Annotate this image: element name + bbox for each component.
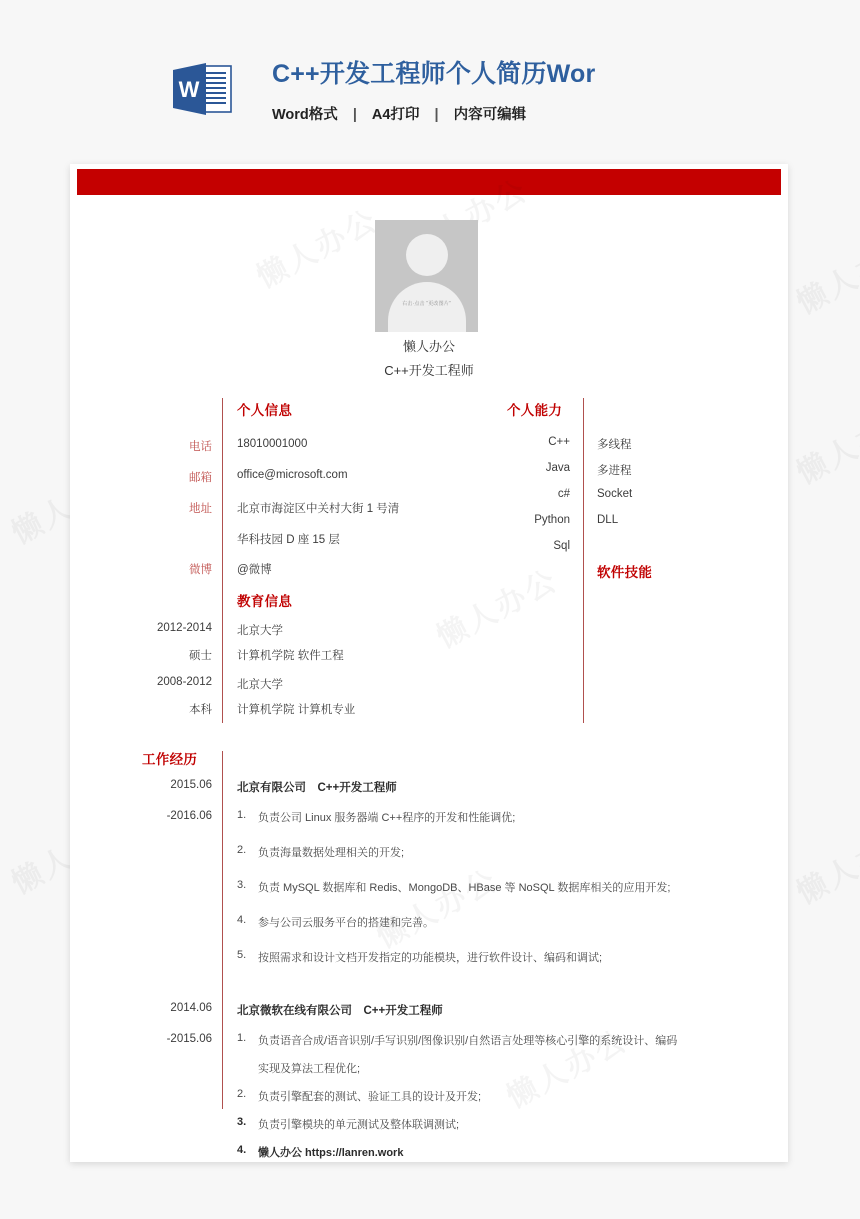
work-date-end-2: -2015.06: [166, 1033, 212, 1045]
work-bullet-number: 3.: [237, 879, 247, 891]
ability-topic-2: 多进程: [597, 465, 632, 477]
education-year-1: 2012-2014: [157, 622, 212, 634]
work-bullet-number: 4.: [237, 1144, 247, 1156]
watermark: [787, 222, 860, 323]
info-value-address-line2: 华科技园 D 座 15 层: [237, 534, 340, 546]
page-header: [0, 0, 860, 160]
work-bullet-2-1-cont: 实现及算法工程优化;: [258, 1063, 361, 1075]
ability-language-1: C++: [548, 436, 570, 448]
work-bullet-1-5: 按照需求和设计文档开发指定的功能模块，进行软件设计、编码和调试;: [258, 952, 603, 964]
ability-topic-3: Socket: [597, 488, 633, 500]
work-date-start-2: 2014.06: [170, 1002, 212, 1014]
work-bullet-2-1: 负责语音合成/语音识别/手写识别/图像识别/自然语言处理等核心引擎的系统设计、编码: [258, 1035, 678, 1047]
divider-info-column: [222, 398, 223, 723]
page-title: C++开发工程师个人简历Wor: [272, 60, 596, 88]
watermark: [787, 392, 860, 493]
work-bullet-number: 2.: [237, 1088, 247, 1100]
header-meta: [272, 103, 595, 124]
divider-skill-column: [583, 398, 584, 723]
work-bullet-number: 1.: [237, 809, 247, 821]
work-bullet-1-3: 负责 MySQL 数据库和 Redis、MongoDB、HBase 等 NoSQL 数据库相关的应用开发;: [258, 882, 671, 894]
avatar-placeholder[interactable]: [375, 220, 478, 332]
meta-separator-2: |: [434, 107, 439, 123]
meta-separator-1: |: [352, 107, 357, 123]
work-date-start-1: 2015.06: [170, 779, 212, 791]
work-title-2: 北京微软在线有限公司 C++开发工程师: [237, 1005, 443, 1017]
work-bullet-2-4: 懒人办公 https://lanren.work: [258, 1147, 404, 1159]
education-major-1: 计算机学院 软件工程: [237, 650, 344, 662]
ability-topic-1: 多线程: [597, 439, 632, 451]
work-bullet-2-3: 负责引擎模块的单元测试及整体联调测试;: [258, 1119, 460, 1131]
avatar-hint-text: 右击·点击 “更改图片”: [402, 301, 451, 307]
info-value-address-line1: 北京市海淀区中关村大街 1 号清: [237, 503, 400, 515]
candidate-role: C++开发工程师: [384, 363, 474, 378]
watermark: [497, 1016, 634, 1117]
header-meta-format: Word格式: [272, 107, 338, 123]
work-bullet-2-2: 负责引擎配套的测试、验证工具的设计及开发;: [258, 1091, 482, 1103]
info-value-phone: 18010001000: [237, 438, 308, 450]
svg-text:W: W: [178, 77, 200, 102]
word-document-icon: [170, 60, 234, 118]
divider-work-column: [222, 751, 223, 1109]
ability-language-3: c#: [557, 488, 570, 500]
watermark: [247, 196, 384, 297]
work-bullet-number: 3.: [237, 1116, 247, 1128]
section-heading-education: 教育信息: [237, 594, 293, 609]
ability-language-2: Java: [545, 462, 570, 474]
work-bullet-1-4: 参与公司云服务平台的搭建和完善。: [258, 917, 434, 929]
work-date-end-1: -2016.06: [166, 810, 212, 822]
section-heading-personal-info: 个人信息: [237, 403, 293, 418]
section-heading-software-skills: 软件技能: [597, 565, 653, 580]
watermark: [427, 556, 564, 657]
candidate-name: 懒人办公: [402, 339, 455, 354]
resume-document: [70, 164, 788, 1162]
education-school-2: 北京大学: [237, 679, 283, 691]
education-degree-2: 本科: [189, 704, 212, 716]
education-major-2: 计算机学院 计算机专业: [237, 704, 356, 716]
section-heading-abilities: 个人能力: [507, 403, 563, 418]
education-degree-1: 硕士: [189, 650, 212, 662]
education-year-2: 2008-2012: [157, 676, 212, 688]
header-meta-print: A4打印: [371, 107, 420, 123]
work-bullet-number: 2.: [237, 844, 247, 856]
ability-language-5: Sql: [553, 540, 570, 552]
info-label-email: 邮箱: [189, 472, 212, 484]
ability-language-4: Python: [534, 514, 570, 526]
watermark: [367, 856, 504, 957]
avatar-body-icon: [388, 282, 466, 332]
work-title-1: 北京有限公司 C++开发工程师: [237, 782, 397, 794]
info-label-weibo: 微博: [189, 564, 212, 576]
avatar-head-icon: [406, 234, 448, 276]
document-top-banner: [77, 169, 781, 195]
info-label-address: 地址: [189, 503, 212, 515]
section-heading-work: 工作经历: [142, 752, 198, 767]
watermark: [787, 812, 860, 913]
info-label-phone: 电话: [189, 441, 212, 453]
header-text-group: [272, 57, 595, 124]
work-bullet-number: 5.: [237, 949, 247, 961]
info-value-email: office@microsoft.com: [237, 469, 348, 481]
work-bullet-number: 4.: [237, 914, 247, 926]
work-bullet-number: 1.: [237, 1032, 247, 1044]
info-value-weibo: @微博: [237, 564, 272, 576]
header-meta-editable: 内容可编辑: [453, 107, 527, 123]
work-bullet-1-1: 负责公司 Linux 服务器端 C++程序的开发和性能调优;: [258, 812, 516, 824]
education-school-1: 北京大学: [237, 625, 283, 637]
ability-topic-4: DLL: [597, 514, 619, 526]
work-bullet-1-2: 负责海量数据处理相关的开发;: [258, 847, 405, 859]
